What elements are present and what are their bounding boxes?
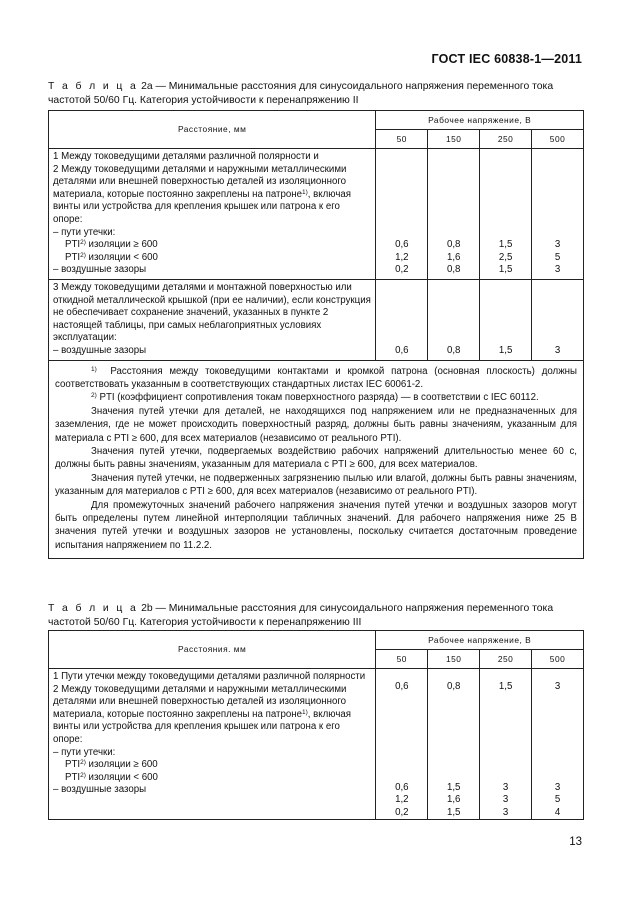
voltage-150: 150: [428, 650, 480, 669]
voltage-500: 500: [532, 130, 584, 149]
voltage-50: 50: [376, 130, 428, 149]
row-text: – воздушные зазоры: [53, 784, 147, 796]
values-50: 0,6 1,2 0,2: [376, 149, 428, 280]
voltage-250: 250: [480, 650, 532, 669]
table-2a: [48, 110, 584, 559]
table-2b-caption: [48, 602, 584, 630]
table-row-block-3: [49, 279, 376, 360]
values-150: 0,8 1,5 1,6 1,5: [428, 669, 480, 820]
table-row-block: [49, 669, 376, 820]
row-text: – воздушные зазоры: [53, 264, 147, 276]
column-header-distance: Расстояние, мм: [49, 111, 376, 149]
note-1: $^{1)}$ Расстояния между токоведущими контактами и кромкой патрона (основная плоскость) должны соответствовать указанным в соответствующих стандартных листах IEC 60061-2.: [55, 365, 577, 390]
values-500: 3 3 5 4: [532, 669, 584, 820]
note-6: Для промежуточных значений рабочего напряжения значения путей утечки и воздушных зазоров могут быть определены путем линейной интерполяции табличных значений. Для рабочего напряжения ниже 25 В значения путей утечки и воздушных зазоров не установлены, поскольку считается достаточным проведение испытания напряжением по 11.2.2.: [55, 499, 577, 551]
row-text: – пути утечки:: [53, 746, 116, 758]
values-500: 3 5 3: [532, 149, 584, 280]
note-3: Значения путей утечки для деталей, не находящихся под напряжением или не предназначенных для заземления, где не может происходить поверхностный разряд, должны быть равны значениям, указанным для материала с PTI ≥ 600, для всех материалов (независимо от реального PTI).: [55, 405, 577, 444]
row-text: PTI$^{2)}$ изоляции ≥ 600: [65, 239, 158, 251]
table-row-block-1: [49, 149, 376, 280]
page-number: 13: [569, 836, 582, 848]
standard-header: ГОСТ IEC 60838-1—2011: [431, 52, 582, 66]
values-150: 0,8 1,6 0,8: [428, 149, 480, 280]
values-250: 1,5 3 3 3: [480, 669, 532, 820]
row-text: – воздушные зазоры: [53, 344, 147, 356]
values-250: 1,5 2,5 1,5: [480, 149, 532, 280]
value-cell: 0,8: [428, 279, 480, 360]
caption-text: 2b — Минимальные расстояния для синусоидального напряжения переменного тока частотой 50/60 Гц. Категория устойчивости к перенапряжению III: [48, 603, 554, 628]
row-text: PTI$^{2)}$ изоляции < 600: [65, 251, 158, 263]
value-cell: 0,6: [376, 279, 428, 360]
voltage-50: 50: [376, 650, 428, 669]
note-4: Значения путей утечки, подвергаемых воздействию рабочих напряжений длительностью менее 60 с, должны быть равны значениям, указанным для материала с PTI ≥ 600, для всех материалов.: [55, 445, 577, 471]
voltage-250: 250: [480, 130, 532, 149]
column-header-voltage: Рабочее напряжение, В: [376, 631, 584, 650]
row-text: 2 Между токоведущими деталями и наружными металлическими деталями или внешней поверхностью деталей из изоляционного материала, которые постоянно закреплены на патроне$^{1)}$, включая винты или устройства для крепления крышек или патрона к его опоре:: [53, 683, 352, 745]
value-cell: 1,5: [480, 279, 532, 360]
column-header-distance: Расстояния. мм: [49, 631, 376, 669]
note-2: $^{2)}$ PTI (коэффициент сопротивления токам поверхностного разряда) — в соответствии с IEC 60112.: [91, 392, 539, 404]
note-5: Значения путей утечки, не подверженных загрязнению пылью или влагой, должны быть равны значениям, указанным для материалов с PTI ≥ 600, для всех материалов (независимо от реального PTI).: [55, 472, 577, 498]
row-text: – пути утечки:: [53, 226, 116, 238]
row-text: 1 Между токоведущими деталями различной полярности и: [53, 151, 319, 162]
voltage-150: 150: [428, 130, 480, 149]
caption-text: 2а — Минимальные расстояния для синусоидального напряжения переменного тока частотой 50/60 Гц. Категория устойчивости к перенапряжению II: [48, 81, 554, 106]
row-text: 3 Между токоведущими деталями и монтажной поверхностью или откидной металлической крышкой (при ее наличии), если конструкция не обеспечивает сохранение значений, указанных в пункте 2 настоящей таблицы, при самых неблагоприятных условиях эксплуатации:: [53, 281, 371, 344]
row-text: 2 Между токоведущими деталями и наружными металлическими деталями или внешней поверхностью деталей из изоляционного материала, которые постоянно закреплены на патроне$^{1)}$, включая винты или устройства для крепления крышек или патрона к его опоре:: [53, 163, 352, 225]
table-word: Т а б л и ц а: [48, 81, 139, 92]
table-2a-caption: [48, 80, 584, 108]
value-cell: 3: [532, 279, 584, 360]
row-text: PTI$^{2)}$ изоляции ≥ 600: [65, 759, 158, 771]
row-text: PTI$^{2)}$ изоляции < 600: [65, 771, 158, 783]
table-word: Т а б л и ц а: [48, 603, 139, 614]
voltage-500: 500: [532, 650, 584, 669]
table-notes: [49, 360, 584, 559]
values-50: 0,6 0,6 1,2 0,2: [376, 669, 428, 820]
column-header-voltage: Рабочее напряжение, В: [376, 111, 584, 130]
table-2b: [48, 630, 584, 820]
row-text: 1 Пути утечки между токоведущими деталями различной полярности: [53, 671, 366, 682]
